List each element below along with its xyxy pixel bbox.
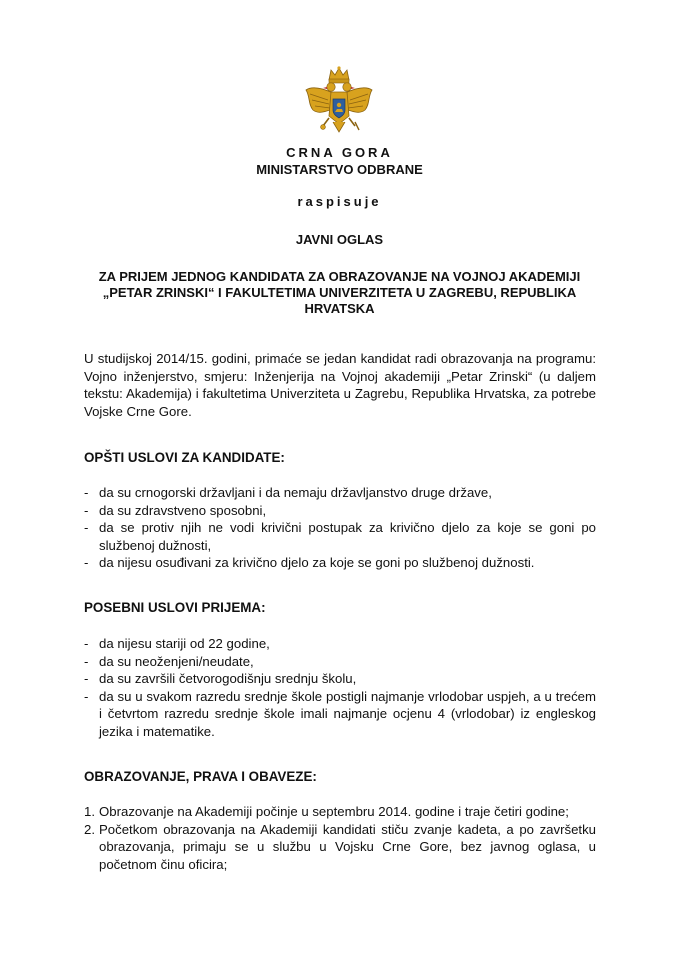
- ministry-name: MINISTARSTVO ODBRANE: [256, 162, 423, 177]
- general-conditions-list: [84, 484, 596, 572]
- country-name: CRNA GORA: [286, 145, 393, 160]
- list-item: - da su u svakom razredu srednje škole postigli najmanje vrlodobar uspjeh, a u trećem i četvrtom razredu srednje škole imali najmanje ocjenu 4 (vrlodobar) iz engleskog jezika i matematike.: [84, 688, 596, 739]
- list-item: - da nijesu stariji od 22 godine,: [84, 636, 270, 651]
- list-item: - da su crnogorski državljani i da nemaju državljanstvo druge države,: [84, 485, 492, 500]
- list-item: - da nijesu osuđivani za krivično djelo za koje se goni po službenoj dužnosti.: [84, 555, 535, 571]
- subtitle-line-3: HRVATSKA: [304, 301, 375, 316]
- education-list: [84, 803, 596, 873]
- subtitle-line-1: ZA PRIJEM JEDNOG KANDIDATA ZA OBRAZOVANJE NA VOJNOJ AKADEMIJI: [98, 269, 581, 284]
- document-title: JAVNI OGLAS: [295, 232, 384, 247]
- list-item: 1. Obrazovanje na Akademiji počinje u septembru 2014. godine i traje četiri godine;: [84, 804, 569, 819]
- list-item: - da su završili četvorogodišnju srednju školu,: [84, 671, 357, 687]
- special-conditions-list: [84, 635, 596, 741]
- intro-paragraph: U studijskoj 2014/15. godini, primaće se jedan kandidat radi obrazovanja na programu: Vojno inženjerstvo, smjeru: Inženjerija na Vojnoj akademiji „Petar Zrinski“ (u daljem tekstu: Akademija) i fakultetima Univerziteta u Zagrebu, Republika Hrvatska, za potrebe Vojske Crne Gore.: [84, 351, 596, 419]
- list-item: - da su neoženjeni/neudate,: [84, 653, 254, 669]
- special-conditions-heading: POSEBNI USLOVI PRIJEMA:: [84, 600, 266, 615]
- list-item: 2. Početkom obrazovanja na Akademiji kandidati stiču zvanje kadeta, a po završetku obrazovanja, primaju se u službu u Vojsku Crne Gore, bez javnog oglasa, u početnom činu oficira;: [84, 821, 596, 872]
- raspisuje-label: raspisuje: [297, 194, 382, 209]
- education-heading: OBRAZOVANJE, PRAVA I OBAVEZE:: [84, 769, 317, 784]
- list-item: - da su zdravstveno sposobni,: [84, 502, 267, 518]
- list-item: - da se protiv njih ne vodi krivični postupak za krivično djelo za koje se goni po službenoj dužnosti,: [84, 520, 596, 553]
- subtitle-line-2: „PETAR ZRINSKI“ I FAKULTETIMA UNIVERZITETA U ZAGREBU, REPUBLIKA: [102, 285, 577, 300]
- montenegro-coat-of-arms-icon: [304, 66, 374, 138]
- general-conditions-heading: OPŠTI USLOVI ZA KANDIDATE:: [84, 450, 285, 465]
